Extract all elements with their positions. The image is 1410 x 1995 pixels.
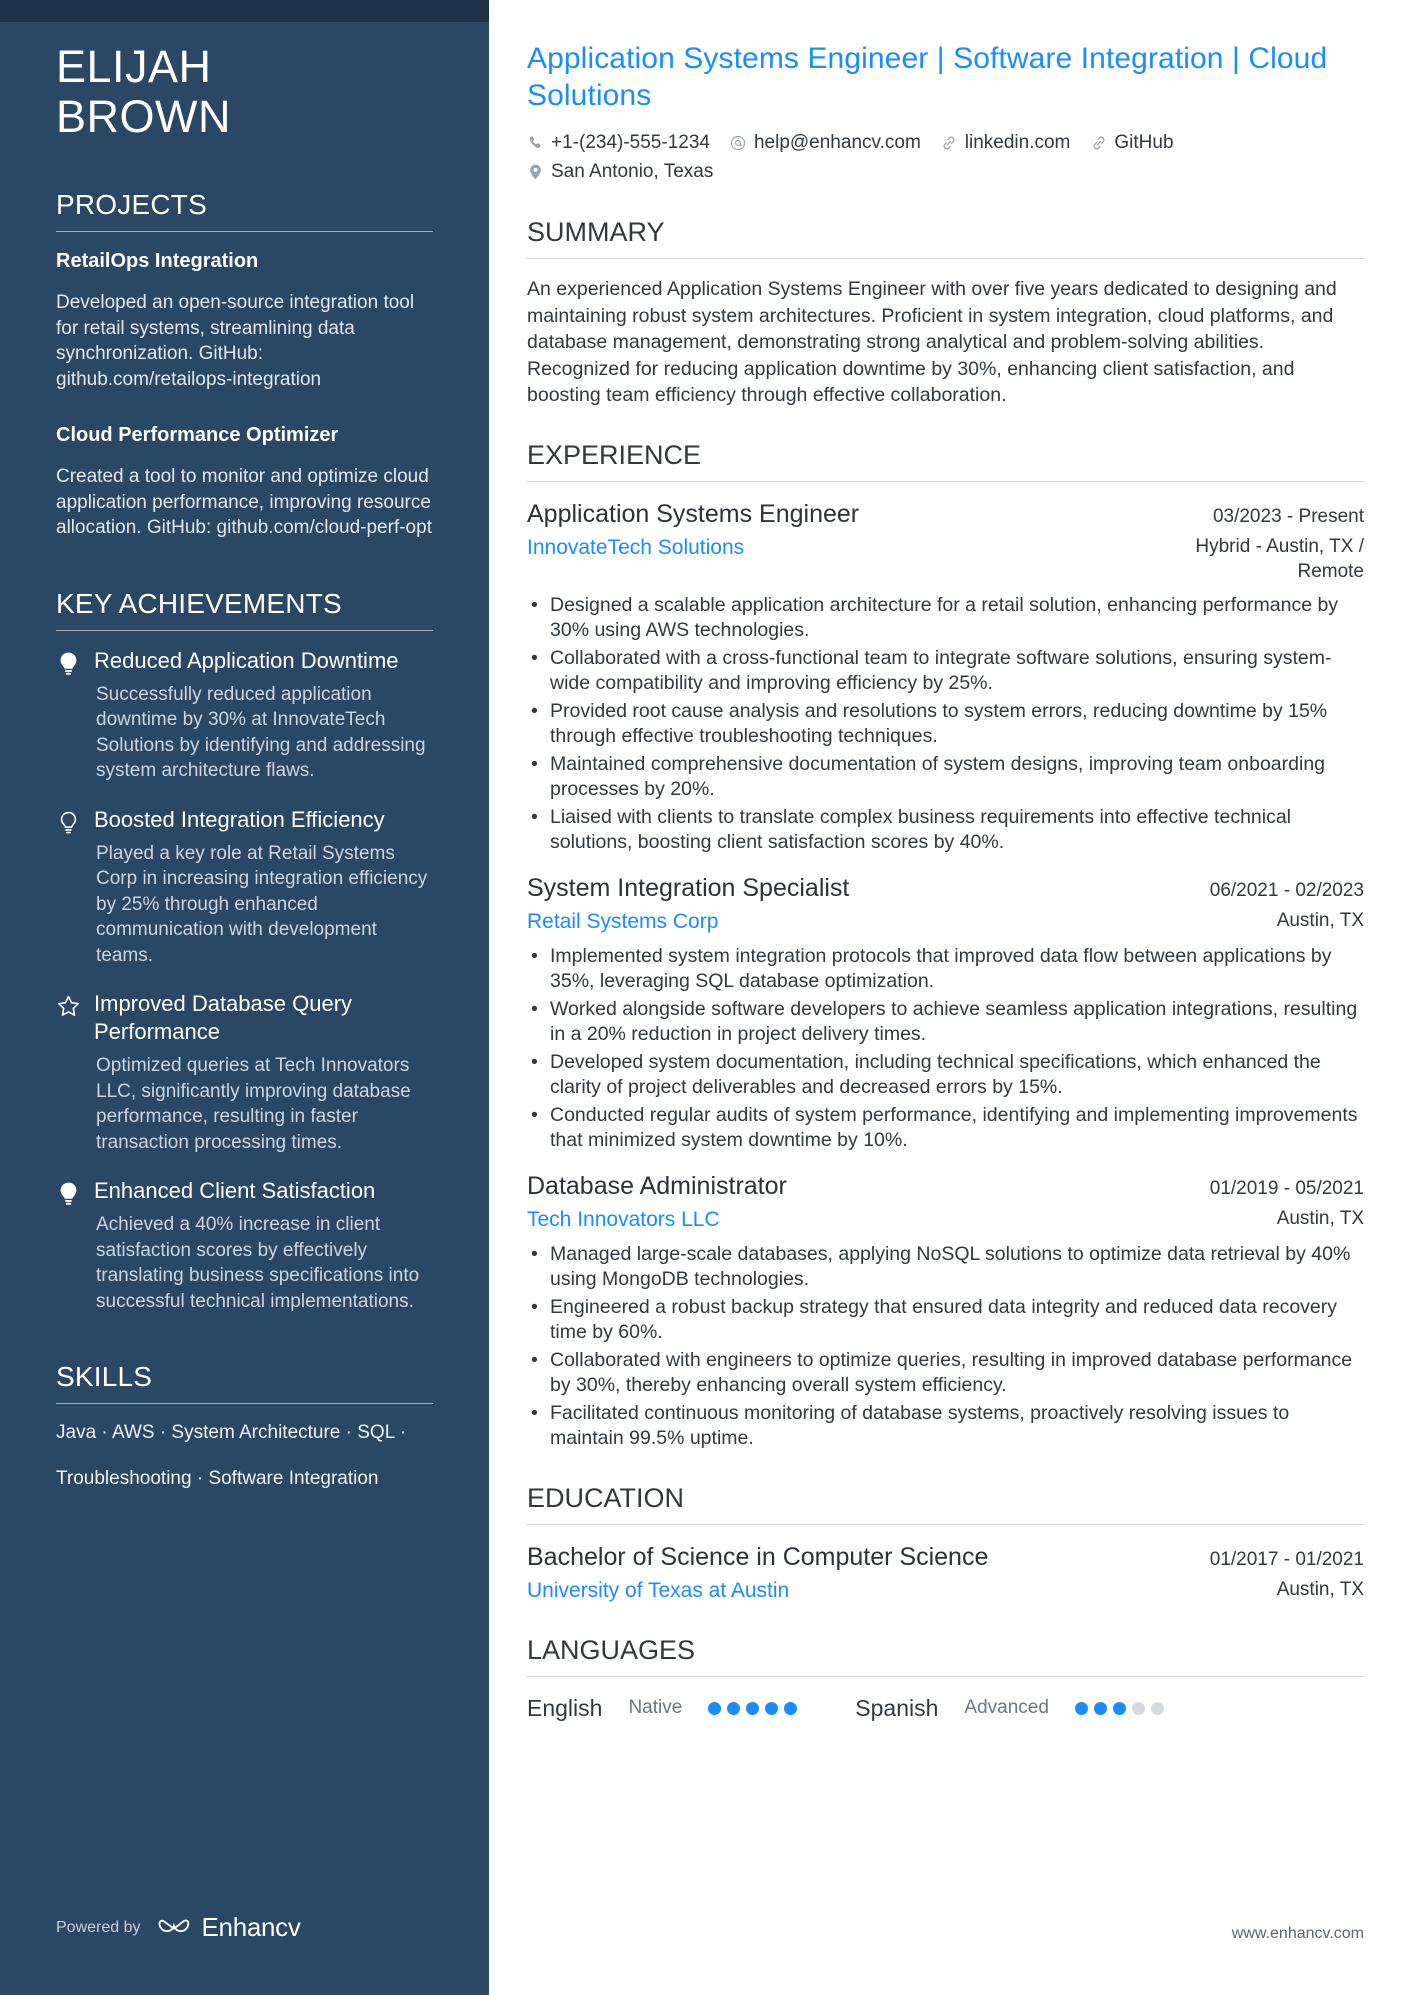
- main-column: [489, 0, 1410, 1995]
- experience-item: [527, 872, 1364, 1154]
- enhancv-logo: [157, 1912, 301, 1943]
- education-heading: EDUCATION: [527, 1482, 685, 1513]
- dot-filled: [708, 1702, 721, 1715]
- enhancv-mark-icon: [157, 1917, 193, 1939]
- bullet-dot: •: [531, 593, 538, 616]
- dot-empty: [1132, 1702, 1145, 1715]
- bullet-text: Maintained comprehensive documentation of system designs, improving team onboarding processes by 20%.: [550, 752, 1326, 800]
- job-location: Austin, TX: [1276, 1207, 1364, 1229]
- language-item: [527, 1695, 797, 1722]
- section-languages: [527, 1634, 1364, 1722]
- contact-github-text: GitHub: [1114, 132, 1174, 153]
- language-name: English: [527, 1694, 603, 1721]
- education-date: 01/2017 - 01/2021: [1209, 1548, 1364, 1570]
- sidebar-section-achievements: [56, 587, 433, 1315]
- link-icon: [1090, 133, 1107, 152]
- project-description: Created a tool to monitor and optimize cloud application performance, improving resource allocation. GitHub: github.com/cloud-perf-opt: [56, 466, 432, 538]
- bullet-text: Conducted regular audits of system performance, identifying and implementing improvements that minimized system downtime by 10%.: [550, 1103, 1358, 1151]
- achievement-description: Played a key role at Retail Systems Corp in increasing integration efficiency by 25% through enhanced communication with development teams.: [96, 842, 428, 966]
- dot-empty: [1151, 1702, 1164, 1715]
- education-location: Austin, TX: [1276, 1578, 1364, 1600]
- achievement-description: Achieved a 40% increase in client satisfaction scores by effectively translating business specifications into successful technical implementations.: [96, 1214, 420, 1312]
- sidebar-footer: [56, 1912, 301, 1943]
- bullet-dot: •: [531, 944, 538, 967]
- bullet-dot: •: [531, 699, 538, 722]
- bullet-item: [531, 1103, 1364, 1154]
- achievement-item: [56, 647, 433, 784]
- skills-line: Java · AWS · System Architecture · SQL ·: [56, 1422, 407, 1443]
- bullet-item: [531, 997, 1364, 1048]
- project-description: Developed an open-source integration tool for retail systems, streamlining data synchronization. GitHub: github.com/retailops-integration: [56, 292, 415, 390]
- contact-email-text: help@enhancv.com: [753, 132, 921, 153]
- bullet-dot: •: [531, 1401, 538, 1424]
- job-bullets: [527, 944, 1364, 1154]
- sidebar-section-skills: [56, 1360, 433, 1491]
- bullet-item: [531, 1242, 1364, 1293]
- sidebar-top-accent-bar: [0, 0, 489, 22]
- bullet-item: [531, 752, 1364, 803]
- bullet-dot: •: [531, 752, 538, 775]
- bullet-text: Designed a scalable application architecture for a retail solution, enhancing performance by 30% using AWS technologies.: [550, 593, 1339, 641]
- bullet-dot: •: [531, 1242, 538, 1265]
- bullet-dot: •: [531, 646, 538, 669]
- sidebar: [0, 0, 489, 1995]
- bullet-dot: •: [531, 1050, 538, 1073]
- contact-phone[interactable]: [527, 128, 710, 157]
- contact-location-text: San Antonio, Texas: [551, 161, 714, 182]
- bullet-item: [531, 646, 1364, 697]
- dot-filled: [1094, 1702, 1107, 1715]
- language-proficiency-dots: [708, 1702, 797, 1715]
- dot-filled: [1113, 1702, 1126, 1715]
- achievement-description: Optimized queries at Tech Innovators LLC, significantly improving database performance, resulting in faster transaction processing times.: [96, 1055, 411, 1153]
- job-bullets: [527, 1242, 1364, 1452]
- job-company: Retail Systems Corp: [527, 909, 719, 933]
- divider: [527, 258, 1364, 259]
- footer-url: www.enhancv.com: [1231, 1925, 1364, 1942]
- bullet-item: [531, 944, 1364, 995]
- job-date: 03/2023 - Present: [1212, 505, 1364, 527]
- name-last: BROWN: [56, 91, 231, 142]
- achievement-item: [56, 1177, 433, 1314]
- bullet-item: [531, 805, 1364, 856]
- bullet-dot: •: [531, 997, 538, 1020]
- email-icon: [730, 133, 747, 152]
- lightbulb-filled-icon: [56, 1177, 80, 1205]
- contact-row-2: [527, 157, 1364, 186]
- location-pin-icon: [527, 162, 544, 181]
- bullet-text: Liaised with clients to translate complex business requirements into effective technical solutions, boosting client satisfaction scores by 40%.: [550, 805, 1292, 853]
- experience-item: [527, 1170, 1364, 1452]
- bullet-dot: •: [531, 805, 538, 828]
- powered-by-label: Powered by: [56, 1918, 141, 1936]
- job-date: 06/2021 - 02/2023: [1209, 879, 1364, 901]
- section-education: [527, 1482, 1364, 1604]
- bullet-item: [531, 699, 1364, 750]
- job-location: Hybrid - Austin, TX / Remote: [1195, 535, 1364, 582]
- phone-icon: [527, 133, 544, 152]
- bullet-text: Developed system documentation, including technical specifications, which enhanced the clarity of project deliverables and decreased errors by 15%.: [550, 1050, 1321, 1098]
- job-company: InnovateTech Solutions: [527, 535, 745, 559]
- contact-email[interactable]: [730, 128, 921, 157]
- bullet-text: Engineered a robust backup strategy that ensured data integrity and reduced data recovery time by 60%.: [550, 1295, 1337, 1343]
- projects-heading: PROJECTS: [56, 189, 207, 220]
- skills-heading: SKILLS: [56, 1361, 153, 1392]
- job-title: System Integration Specialist: [527, 873, 850, 902]
- bullet-item: [531, 593, 1364, 644]
- divider: [56, 231, 433, 232]
- lightbulb-outline-icon: [56, 806, 80, 834]
- school-name: University of Texas at Austin: [527, 1578, 790, 1602]
- dot-filled: [746, 1702, 759, 1715]
- sidebar-section-projects: [56, 188, 433, 541]
- project-item: [56, 422, 433, 541]
- contact-linkedin[interactable]: [941, 128, 1071, 157]
- link-icon: [941, 133, 958, 152]
- divider: [527, 1524, 1364, 1525]
- bullet-dot: •: [531, 1348, 538, 1371]
- languages-row: [527, 1695, 1364, 1722]
- lightbulb-filled-icon: [56, 647, 80, 675]
- contact-info: [527, 128, 1364, 186]
- contact-github[interactable]: [1090, 128, 1173, 157]
- experience-item: [527, 498, 1364, 856]
- bullet-item: [531, 1050, 1364, 1101]
- job-company: Tech Innovators LLC: [527, 1207, 720, 1231]
- divider: [527, 481, 1364, 482]
- degree-title: Bachelor of Science in Computer Science: [527, 1542, 989, 1571]
- bullet-dot: •: [531, 1103, 538, 1126]
- contact-row-1: [527, 128, 1364, 157]
- summary-text: An experienced Application Systems Engineer with over five years dedicated to designing and maintaining robust system architectures. Proficient in system integration, cloud platforms, and database management, demonstrating strong analytical and problem-solving abilities. Recognized for reducing application downtime by 30%, enhancing client satisfaction, and boosting team efficiency through effective collaboration.: [527, 278, 1337, 406]
- summary-heading: SUMMARY: [527, 217, 665, 247]
- language-level: Advanced: [964, 1697, 1049, 1718]
- education-item: [527, 1541, 1364, 1604]
- achievement-item: [56, 806, 433, 969]
- enhancv-wordmark: Enhancv: [201, 1912, 301, 1942]
- dot-filled: [727, 1702, 740, 1715]
- bullet-text: Collaborated with a cross-functional team to integrate software solutions, ensuring system-wide compatibility and improving efficiency by 25%.: [550, 646, 1332, 694]
- contact-location: [527, 157, 713, 186]
- achievement-title: Improved Database Query Performance: [94, 991, 353, 1044]
- bullet-text: Managed large-scale databases, applying NoSQL solutions to optimize data retrieval by 40% using MongoDB technologies.: [550, 1242, 1351, 1290]
- job-title: Application Systems Engineer: [527, 499, 860, 528]
- achievements-heading: KEY ACHIEVEMENTS: [56, 587, 342, 619]
- skills-line: Troubleshooting · Software Integration: [56, 1467, 379, 1489]
- language-item: [855, 1695, 1164, 1722]
- languages-heading: LANGUAGES: [527, 1634, 696, 1665]
- bullet-text: Collaborated with engineers to optimize queries, resulting in improved database performance by 30%, thereby enhancing overall system efficiency.: [550, 1348, 1353, 1396]
- dot-filled: [765, 1702, 778, 1715]
- contact-phone-text: +1-(234)-555-1234: [551, 132, 710, 153]
- divider: [56, 630, 433, 631]
- achievement-title: Boosted Integration Efficiency: [94, 806, 385, 832]
- achievement-title: Enhanced Client Satisfaction: [94, 1178, 376, 1203]
- bullet-item: [531, 1401, 1364, 1452]
- dot-filled: [1075, 1702, 1088, 1715]
- achievement-description: Successfully reduced application downtime by 30% at InnovateTech Solutions by identifying and addressing system architecture flaws.: [96, 683, 426, 781]
- job-bullets: [527, 593, 1364, 856]
- project-title: RetailOps Integration: [56, 250, 259, 272]
- contact-linkedin-text: linkedin.com: [964, 132, 1071, 153]
- page-title: Application Systems Engineer | Software Integration | Cloud Solutions: [527, 42, 1328, 112]
- language-level: Native: [628, 1697, 683, 1718]
- language-proficiency-dots: [1075, 1702, 1164, 1715]
- section-summary: [527, 216, 1364, 409]
- job-title: Database Administrator: [527, 1171, 787, 1200]
- bullet-text: Worked alongside software developers to achieve seamless application integrations, resulting in a 20% reduction in project delivery times.: [550, 997, 1358, 1045]
- divider: [56, 1403, 433, 1404]
- bullet-dot: •: [531, 1295, 538, 1318]
- dot-filled: [784, 1702, 797, 1715]
- language-name: Spanish: [855, 1694, 939, 1721]
- project-item: [56, 248, 433, 392]
- bullet-text: Facilitated continuous monitoring of database systems, proactively resolving issues to maintain 99.5% uptime.: [550, 1401, 1290, 1449]
- section-experience: [527, 439, 1364, 1452]
- star-outline-icon: [56, 990, 80, 1017]
- bullet-text: Provided root cause analysis and resolutions to system errors, reducing downtime by 15% through effective troubleshooting techniques.: [550, 699, 1328, 747]
- project-title: Cloud Performance Optimizer: [56, 424, 339, 446]
- name-first: ELIJAH: [56, 41, 212, 92]
- achievement-title: Reduced Application Downtime: [94, 647, 399, 673]
- experience-heading: EXPERIENCE: [527, 439, 702, 470]
- achievement-item: [56, 990, 433, 1155]
- job-location: Austin, TX: [1276, 909, 1364, 931]
- bullet-text: Implemented system integration protocols that improved data flow between applications by 35%, leveraging SQL database optimization.: [550, 944, 1332, 992]
- bullet-item: [531, 1348, 1364, 1399]
- divider: [527, 1676, 1364, 1677]
- bullet-item: [531, 1295, 1364, 1346]
- job-date: 01/2019 - 05/2021: [1209, 1177, 1364, 1199]
